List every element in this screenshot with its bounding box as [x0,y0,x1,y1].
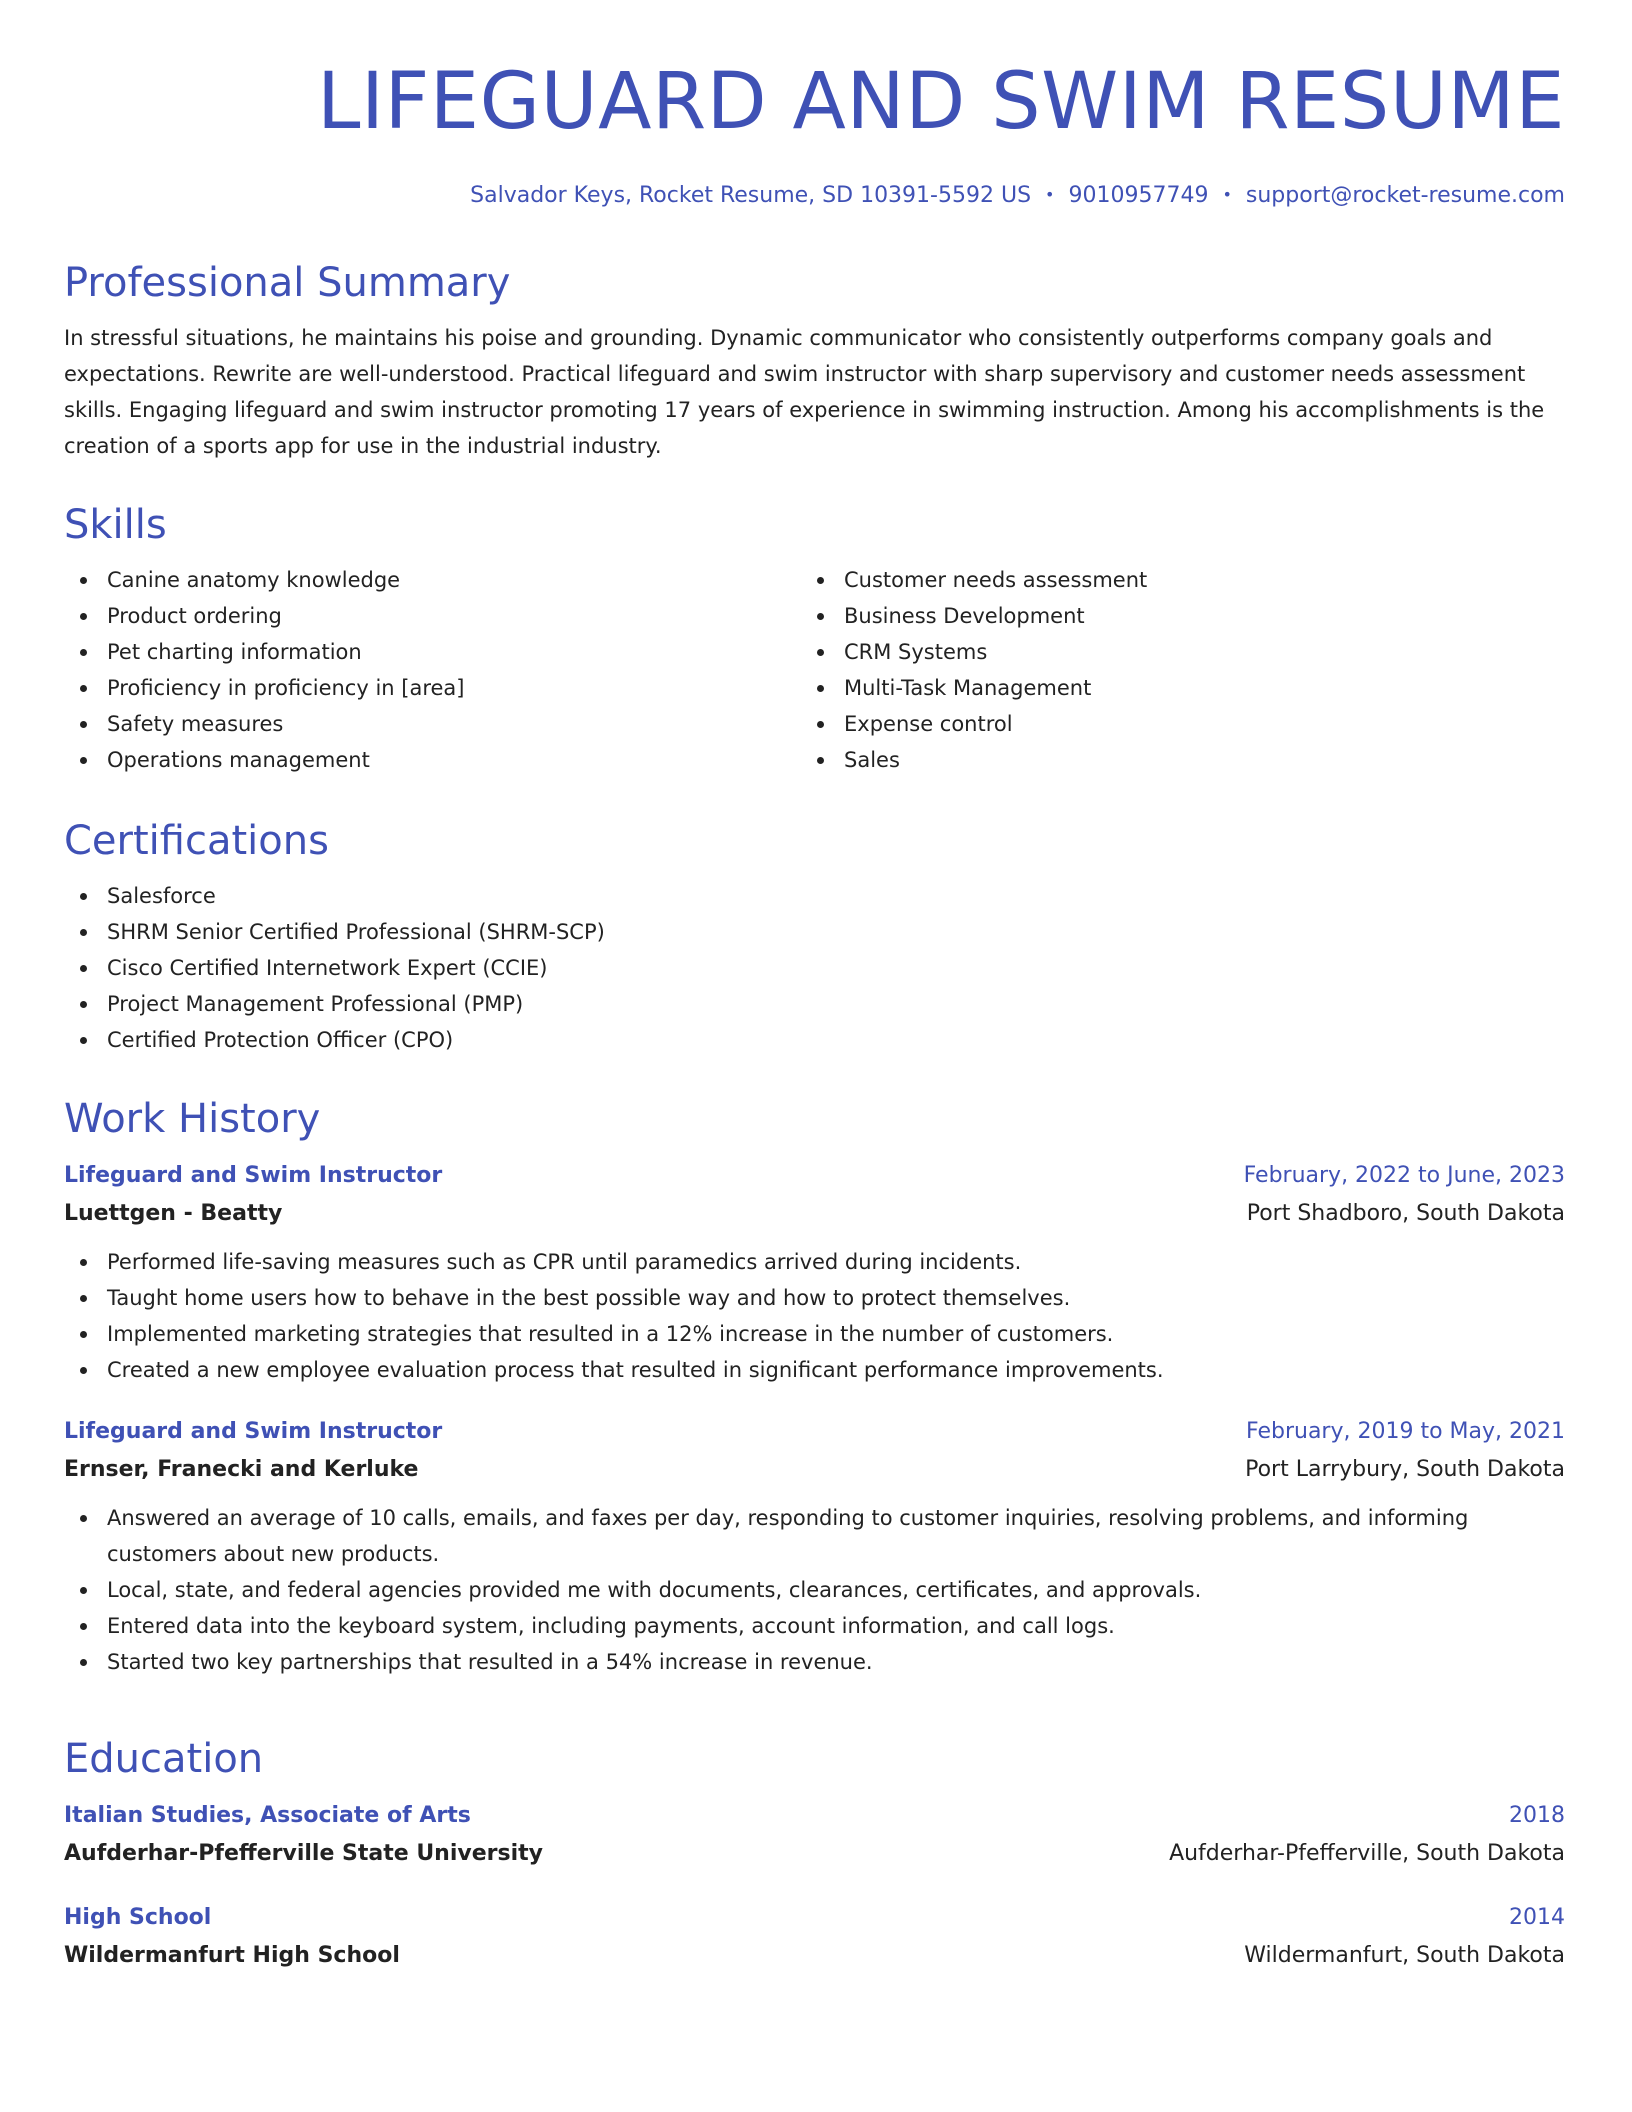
education-degree: Italian Studies, Associate of Arts [64,1803,471,1828]
contact-separator: • [1222,185,1232,204]
job-title: Lifeguard and Swim Instructor [64,1419,443,1444]
skill-item: CRM Systems [801,634,1538,670]
job-bullet: Taught home users how to behave in the best possible way and how to protect themselves. [64,1280,1565,1316]
education-degree: High School [64,1905,212,1930]
education-school: Wildermanfurt High School [64,1943,400,1968]
education-location: Wildermanfurt, South Dakota [1244,1943,1565,1968]
education-year: 2018 [1509,1803,1565,1828]
contact-separator: • [1045,185,1055,204]
job-bullets [64,1500,1565,1680]
job-bullet: Implemented marketing strategies that resulted in a 12% increase in the number of customers. [64,1316,1565,1352]
job-title: Lifeguard and Swim Instructor [64,1163,443,1188]
education-school: Aufderhar-Pfefferville State University [64,1841,543,1866]
certification-item: SHRM Senior Certified Professional (SHRM-SCP) [64,914,1565,950]
job-entry [64,1158,1565,1388]
job-company: Luettgen - Beatty [64,1201,283,1226]
skills-list-left [64,562,801,778]
summary-text: In stressful situations, he maintains his poise and grounding. Dynamic communicator who consistently outperforms company goals and expectations. Rewrite are well-understood. Practical lifeguard and swim instructor with sharp supervisory and customer needs assessment skills. Engaging lifeguard and swim instructor promoting 17 years of experience in swimming instruction. Among his accomplishments is the creation of a sports app for use in the industrial industry. [64,326,1545,458]
education-location: Aufderhar-Pfefferville, South Dakota [1169,1841,1565,1866]
job-bullet: Created a new employee evaluation process that resulted in significant performance improvements. [64,1352,1565,1388]
resume-title: LIFEGUARD AND SWIM RESUME [316,57,1565,147]
job-bullets [64,1244,1565,1388]
job-bullet: Local, state, and federal agencies provided me with documents, clearances, certificates, and approvals. [64,1572,1565,1608]
education-year: 2014 [1509,1905,1565,1930]
summary-section [64,258,1565,464]
job-header-row [64,1414,1565,1450]
job-company: Ernser, Franecki and Kerluke [64,1457,419,1482]
skill-item: Proficiency in proficiency in [area] [64,670,801,706]
certification-item: Project Management Professional (PMP) [64,986,1565,1022]
job-entry [64,1414,1565,1680]
skills-list-right [801,562,1538,778]
skills-heading: Skills [64,502,167,548]
education-section [64,1734,1565,1976]
work-history-section [64,1094,1565,1680]
job-location: Port Larrybury, South Dakota [1245,1457,1565,1482]
skills-columns [64,550,1565,778]
job-dates: February, 2022 to June, 2023 [1243,1163,1565,1188]
contact-phone: 9010957749 [1068,183,1209,208]
education-header-row [64,1900,1565,1936]
job-dates: February, 2019 to May, 2021 [1246,1419,1565,1444]
job-bullet: Performed life-saving measures such as CPR until paramedics arrived during incidents. [64,1244,1565,1280]
certification-item: Certified Protection Officer (CPO) [64,1022,1565,1058]
job-bullet: Started two key partnerships that resulted in a 54% increase in revenue. [64,1644,1565,1680]
contact-line [470,180,1565,211]
education-heading: Education [64,1736,264,1782]
skill-item: Pet charting information [64,634,801,670]
job-bullet: Answered an average of 10 calls, emails, and faxes per day, responding to customer inquiries, resolving problems, and informing customers about new products. [64,1500,1565,1572]
work-history-heading: Work History [64,1096,321,1142]
skill-item: Product ordering [64,598,801,634]
skill-item: Expense control [801,706,1538,742]
education-entry [64,1798,1565,1874]
contact-email: support@rocket-resume.com [1245,183,1565,208]
skills-column-right [801,550,1538,778]
skill-item: Customer needs assessment [801,562,1538,598]
job-company-row [64,1450,1565,1490]
certifications-section [64,816,1565,1058]
contact-address: Salvador Keys, Rocket Resume, SD 10391-5592 US [470,183,1032,208]
certification-item: Salesforce [64,878,1565,914]
job-bullet: Entered data into the keyboard system, including payments, account information, and call logs. [64,1608,1565,1644]
education-school-row [64,1834,1565,1874]
skill-item: Business Development [801,598,1538,634]
summary-heading: Professional Summary [64,260,511,306]
certifications-list [64,878,1565,1058]
skills-section [64,500,1565,778]
job-company-row [64,1194,1565,1234]
education-school-row [64,1936,1565,1976]
education-header-row [64,1798,1565,1834]
education-entry [64,1900,1565,1976]
skills-column-left [64,550,801,778]
certification-item: Cisco Certified Internetwork Expert (CCIE) [64,950,1565,986]
skill-item: Canine anatomy knowledge [64,562,801,598]
skill-item: Multi-Task Management [801,670,1538,706]
job-location: Port Shadboro, South Dakota [1246,1201,1565,1226]
skill-item: Safety measures [64,706,801,742]
skill-item: Sales [801,742,1538,778]
certifications-heading: Certifications [64,818,329,864]
job-header-row [64,1158,1565,1194]
skill-item: Operations management [64,742,801,778]
